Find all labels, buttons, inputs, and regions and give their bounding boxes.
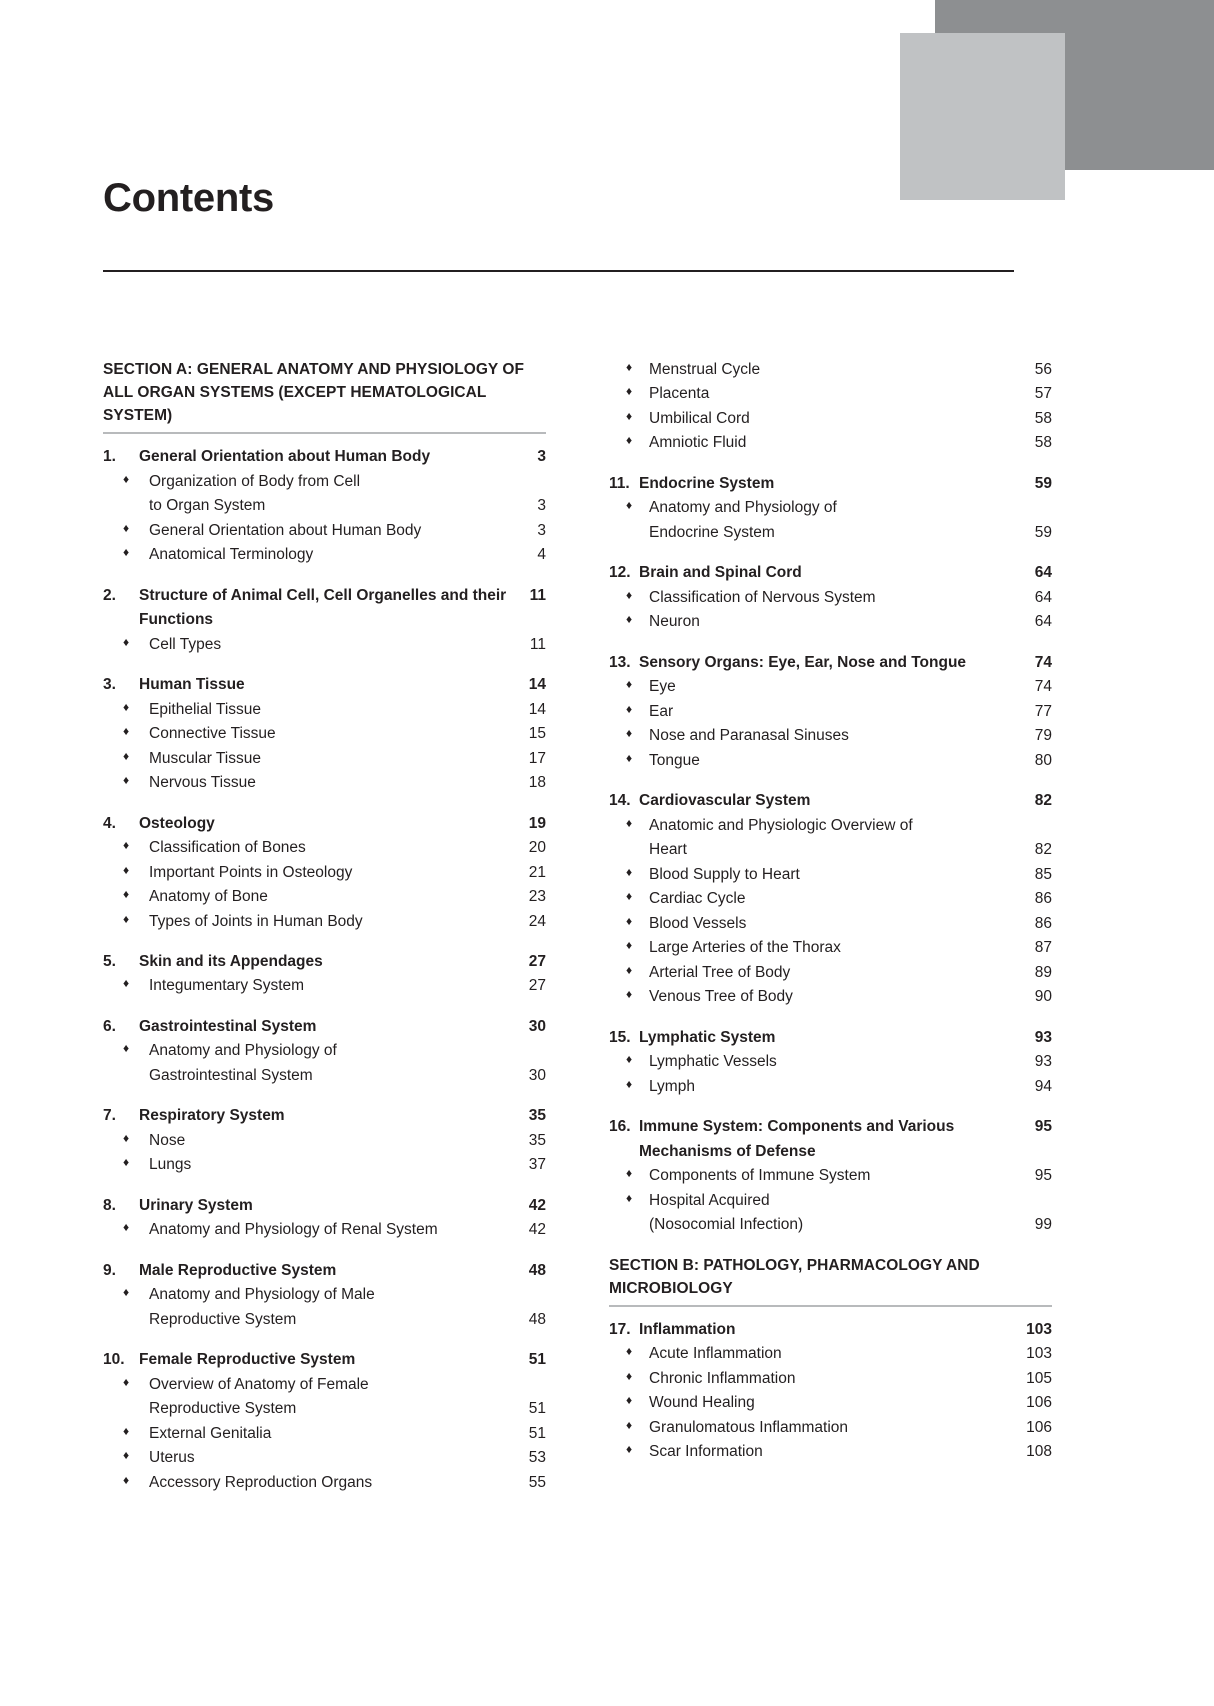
entry-page-number: 106 (1026, 1418, 1052, 1436)
chapter-number: 3. (103, 676, 116, 694)
chapter-title: Brain and Spinal Cord (639, 564, 802, 582)
entry-title: Anatomy and Physiology of Renal System (149, 1221, 438, 1239)
chapter-row[interactable] (609, 651, 1052, 675)
entry-row[interactable] (609, 496, 1052, 520)
chapter-number: 15. (609, 1028, 631, 1046)
entry-page-number (1022, 814, 1052, 838)
entry-row[interactable] (103, 543, 546, 567)
entry-page-number: 55 (528, 1473, 546, 1491)
entry-page-number: 74 (1034, 678, 1052, 696)
diamond-bullet-icon: ♦ (122, 520, 130, 535)
chapter-title: Cardiovascular System (639, 792, 811, 810)
entry-page-number: 94 (1034, 1077, 1052, 1095)
entry-page-number (1022, 1189, 1052, 1213)
entry-page-number: 90 (1034, 988, 1052, 1006)
entry-title: Lungs (149, 1156, 192, 1174)
diamond-bullet-icon: ♦ (625, 701, 633, 716)
entry-row[interactable] (103, 1422, 546, 1446)
diamond-bullet-icon: ♦ (625, 1442, 633, 1457)
diamond-bullet-icon: ♦ (625, 587, 633, 602)
diamond-bullet-icon: ♦ (625, 1190, 633, 1205)
entry-row[interactable] (103, 1471, 546, 1495)
entry-title: Anatomy and Physiology of Male (149, 1286, 375, 1304)
entry-title: Endocrine System (649, 523, 775, 541)
chapter-number: 13. (609, 653, 631, 671)
entry-row[interactable] (609, 1189, 1052, 1213)
entry-title: Reproductive System (149, 1310, 297, 1328)
entry-title: Granulomatous Inflammation (649, 1418, 849, 1436)
chapter-number: 8. (103, 1196, 116, 1214)
diamond-bullet-icon: ♦ (122, 773, 130, 788)
diamond-bullet-icon: ♦ (625, 962, 633, 977)
entry-page-number: 77 (1034, 702, 1052, 720)
entry-title: Integumentary System (149, 977, 305, 995)
section-heading: SECTION B: PATHOLOGY, PHARMACOLOGY AND MICROBIOLOGY (609, 1256, 980, 1297)
diamond-bullet-icon: ♦ (625, 938, 633, 953)
entry-row[interactable] (609, 1391, 1052, 1415)
entry-title: Blood Vessels (649, 914, 747, 932)
chapter-title: Endocrine System (639, 474, 775, 492)
entry-row[interactable] (103, 1373, 546, 1397)
entry-page-number: 56 (1034, 361, 1052, 378)
entry-page-number: 93 (1034, 1053, 1052, 1071)
diamond-bullet-icon: ♦ (625, 815, 633, 830)
entry-page-number: 108 (1026, 1443, 1052, 1461)
entry-row[interactable] (103, 519, 546, 543)
entry-title: Anatomy and Physiology of (149, 1042, 337, 1060)
entry-page-number: 24 (528, 912, 546, 930)
chapter-number: 16. (609, 1118, 631, 1136)
entry-row[interactable] (609, 724, 1052, 748)
chapter-row[interactable] (103, 812, 546, 836)
chapter-row[interactable] (103, 1348, 546, 1372)
chapter-page-number: 59 (1034, 474, 1052, 492)
entry-row[interactable] (103, 1153, 546, 1177)
entry-title: Components of Immune System (649, 1167, 871, 1185)
diamond-bullet-icon: ♦ (122, 545, 130, 560)
chapter-title: Respiratory System (139, 1107, 285, 1125)
entry-title: Overview of Anatomy of Female (149, 1375, 369, 1393)
chapter-page-number: 42 (528, 1196, 546, 1214)
diamond-bullet-icon: ♦ (625, 750, 633, 765)
entry-page-number: 37 (528, 1156, 546, 1174)
entry-row[interactable] (609, 961, 1052, 985)
entry-row[interactable] (609, 382, 1052, 406)
diamond-bullet-icon: ♦ (625, 612, 633, 627)
section-heading: SECTION A: GENERAL ANATOMY AND PHYSIOLOGY OF ALL ORGAN SYSTEMS (EXCEPT HEMATOLOGICAL SYSTEM) (103, 361, 525, 425)
chapter-title: General Orientation about Human Body (139, 448, 431, 466)
diamond-bullet-icon: ♦ (122, 1374, 130, 1389)
chapter-number: 4. (103, 814, 116, 832)
diamond-bullet-icon: ♦ (122, 748, 130, 763)
entry-row[interactable] (103, 1218, 546, 1242)
entry-title: Gastrointestinal System (149, 1066, 313, 1084)
entry-row[interactable] (103, 698, 546, 722)
entry-page-number: 15 (528, 725, 546, 743)
chapter-number: 12. (609, 564, 631, 582)
chapter-row[interactable] (609, 1026, 1052, 1050)
diamond-bullet-icon: ♦ (625, 433, 633, 448)
entry-title: Venous Tree of Body (649, 988, 793, 1006)
entry-page-number: 23 (528, 888, 546, 906)
entry-page-number: 64 (1034, 588, 1052, 606)
entry-page-number: 58 (1034, 409, 1052, 427)
entry-row[interactable] (609, 1075, 1052, 1099)
chapter-number: 5. (103, 953, 116, 970)
entry-row[interactable] (609, 610, 1052, 634)
entry-row[interactable] (609, 358, 1052, 382)
chapter-title: Human Tissue (139, 676, 245, 694)
diamond-bullet-icon: ♦ (122, 471, 130, 486)
entry-title: Scar Information (649, 1443, 763, 1461)
entry-page-number (520, 470, 546, 494)
diamond-bullet-icon: ♦ (122, 1285, 130, 1300)
entry-page-number: 17 (528, 749, 546, 767)
entry-row[interactable] (609, 985, 1052, 1009)
entry-row[interactable] (609, 1050, 1052, 1074)
chapter-title: Lymphatic System (639, 1028, 776, 1046)
entry-page-number: 4 (537, 546, 546, 564)
diamond-bullet-icon: ♦ (625, 1052, 633, 1067)
chapter-page-number: 3 (537, 448, 546, 466)
chapter-row[interactable] (103, 1194, 546, 1218)
entry-page-number: 106 (1026, 1394, 1052, 1412)
entry-page-number: 35 (528, 1131, 546, 1149)
entry-row[interactable] (609, 1367, 1052, 1391)
chapter-title: Female Reproductive System (139, 1351, 356, 1369)
chapter-page-number: 93 (1034, 1028, 1052, 1046)
entry-title: Cardiac Cycle (649, 890, 746, 908)
diamond-bullet-icon: ♦ (122, 634, 130, 649)
entry-title: Accessory Reproduction Organs (149, 1473, 373, 1491)
entry-page-number: 14 (528, 700, 546, 718)
entry-row[interactable] (609, 586, 1052, 610)
entry-title: Cell Types (149, 635, 222, 653)
entry-row[interactable] (609, 1342, 1052, 1366)
diamond-bullet-icon: ♦ (625, 360, 633, 374)
entry-page-number: 57 (1034, 385, 1052, 403)
entry-row[interactable] (609, 1164, 1052, 1188)
entry-page-number: 103 (1026, 1345, 1052, 1363)
chapter-number: 17. (609, 1320, 631, 1338)
chapter-title: Inflammation (639, 1320, 736, 1338)
chapter-number: 6. (103, 1017, 116, 1035)
entry-page-number: 79 (1034, 727, 1052, 745)
page-title: Contents (103, 176, 274, 220)
diamond-bullet-icon: ♦ (625, 726, 633, 741)
diamond-bullet-icon: ♦ (625, 1393, 633, 1408)
entry-row[interactable] (609, 407, 1052, 431)
chapter-page-number: 95 (1034, 1118, 1052, 1136)
chapter-title: Gastrointestinal System (139, 1017, 317, 1035)
contents-column-right (609, 358, 1052, 1495)
chapter-title: Skin and its Appendages (139, 953, 323, 970)
diamond-bullet-icon: ♦ (122, 724, 130, 739)
entry-title: Acute Inflammation (649, 1345, 782, 1363)
entry-title: Anatomy of Bone (149, 888, 268, 906)
entry-title: Neuron (649, 613, 700, 631)
spacer (609, 1238, 1052, 1254)
diamond-bullet-icon: ♦ (625, 864, 633, 879)
entry-row[interactable] (103, 1446, 546, 1470)
entry-page-number: 82 (1034, 841, 1052, 859)
entry-page-number: 86 (1034, 890, 1052, 908)
chapter-page-number: 14 (528, 676, 546, 694)
entry-row[interactable] (103, 1039, 546, 1063)
entry-row[interactable] (103, 1308, 546, 1332)
entry-page-number: 3 (537, 521, 546, 539)
diamond-bullet-icon: ♦ (625, 677, 633, 692)
entry-row[interactable] (103, 494, 546, 518)
entry-page-number: 21 (528, 863, 546, 881)
entry-row[interactable] (609, 700, 1052, 724)
diamond-bullet-icon: ♦ (122, 1041, 130, 1056)
entry-title: Blood Supply to Heart (649, 865, 800, 883)
entry-title: General Orientation about Human Body (149, 521, 422, 539)
chapter-page-number: 74 (1034, 653, 1052, 671)
entry-title: Lymphatic Vessels (649, 1053, 777, 1071)
entry-page-number (520, 1039, 546, 1063)
diamond-bullet-icon: ♦ (122, 1130, 130, 1145)
entry-row[interactable] (103, 1064, 546, 1088)
entry-title: Menstrual Cycle (649, 361, 761, 378)
entry-row[interactable] (609, 838, 1052, 862)
entry-title: Anatomic and Physiologic Overview of (649, 816, 913, 834)
entry-row[interactable] (609, 863, 1052, 887)
chapter-page-number: 64 (1034, 564, 1052, 582)
entry-title: Nervous Tissue (149, 774, 256, 792)
diamond-bullet-icon: ♦ (625, 1417, 633, 1432)
chapter-title: Immune System: Components and Various Mechanisms of Defense (639, 1118, 955, 1160)
entry-row[interactable] (103, 910, 546, 934)
diamond-bullet-icon: ♦ (625, 384, 633, 399)
entry-page-number: 11 (529, 635, 546, 653)
entry-title: Amniotic Fluid (649, 434, 747, 452)
diamond-bullet-icon: ♦ (122, 862, 130, 877)
entry-row[interactable] (103, 1283, 546, 1307)
chapter-row[interactable] (103, 673, 546, 697)
chapter-page-number: 51 (528, 1351, 546, 1369)
entry-page-number: 95 (1034, 1167, 1052, 1185)
chapter-number: 14. (609, 792, 631, 810)
diamond-bullet-icon: ♦ (625, 1076, 633, 1091)
chapter-row[interactable] (609, 472, 1052, 496)
entry-title: Chronic Inflammation (649, 1369, 796, 1387)
section-divider (103, 432, 546, 434)
entry-title: Epithelial Tissue (149, 700, 262, 718)
chapter-page-number: 48 (528, 1261, 546, 1279)
entry-row[interactable] (609, 912, 1052, 936)
diamond-bullet-icon: ♦ (122, 1448, 130, 1463)
chapter-row[interactable] (609, 1115, 1052, 1164)
entry-page-number: 18 (528, 774, 546, 792)
entry-page-number: 42 (528, 1221, 546, 1239)
entry-row[interactable] (609, 749, 1052, 773)
section-divider (609, 1305, 1052, 1307)
entry-title: External Genitalia (149, 1424, 272, 1442)
diamond-bullet-icon: ♦ (122, 1155, 130, 1170)
chapter-page-number: 19 (528, 814, 546, 832)
diamond-bullet-icon: ♦ (122, 1220, 130, 1235)
entry-title: Hospital Acquired (649, 1191, 770, 1209)
entry-title: Anatomical Terminology (149, 546, 314, 564)
entry-page-number: 53 (528, 1449, 546, 1467)
entry-title: Anatomy and Physiology of (649, 499, 837, 517)
chapter-title: Male Reproductive System (139, 1261, 337, 1279)
entry-title: Arterial Tree of Body (649, 963, 791, 981)
entry-title: Classification of Bones (149, 839, 306, 857)
entry-title: Large Arteries of the Thorax (649, 939, 841, 957)
diamond-bullet-icon: ♦ (122, 838, 130, 853)
entry-page-number: 87 (1034, 939, 1052, 957)
chapter-page-number: 11 (529, 586, 546, 604)
entry-title: Heart (649, 841, 687, 859)
chapter-title: Urinary System (139, 1196, 253, 1214)
diamond-bullet-icon: ♦ (625, 889, 633, 904)
entry-title: Reproductive System (149, 1400, 297, 1418)
diamond-bullet-icon: ♦ (625, 1344, 633, 1359)
entry-page-number: 30 (528, 1066, 546, 1084)
entry-page-number: 51 (528, 1400, 546, 1418)
chapter-title: Sensory Organs: Eye, Ear, Nose and Tongue (639, 653, 967, 671)
diamond-bullet-icon: ♦ (122, 887, 130, 902)
entry-page-number: 59 (1034, 523, 1052, 541)
entry-row[interactable] (609, 1440, 1052, 1464)
diamond-bullet-icon: ♦ (122, 699, 130, 714)
chapter-number: 2. (103, 586, 116, 604)
chapter-row[interactable] (103, 950, 546, 974)
entry-title: Lymph (649, 1077, 695, 1095)
entry-title: Organization of Body from Cell (149, 472, 361, 490)
entry-title: Connective Tissue (149, 725, 276, 743)
entry-title: Umbilical Cord (649, 409, 750, 427)
entry-page-number: 27 (528, 977, 546, 995)
contents-columns (103, 358, 1052, 1495)
chapter-page-number: 27 (528, 953, 546, 970)
entry-row[interactable] (103, 771, 546, 795)
entry-row[interactable] (609, 1416, 1052, 1440)
entry-page-number (520, 1283, 546, 1307)
entry-title: Wound Healing (649, 1394, 755, 1412)
chapter-row[interactable] (103, 1015, 546, 1039)
entry-page-number: 99 (1034, 1216, 1052, 1234)
entry-row[interactable] (609, 675, 1052, 699)
entry-row[interactable] (103, 836, 546, 860)
chapter-number: 11. (609, 474, 630, 492)
chapter-page-number: 30 (528, 1017, 546, 1035)
entry-page-number: 89 (1034, 963, 1052, 981)
entry-page-number: 105 (1026, 1369, 1052, 1387)
contents-column-left (103, 358, 546, 1495)
entry-title: Types of Joints in Human Body (149, 912, 363, 930)
entry-title: Tongue (649, 751, 700, 769)
chapter-row[interactable] (609, 1318, 1052, 1342)
chapter-row[interactable] (103, 1104, 546, 1128)
entry-page-number: 80 (1034, 751, 1052, 769)
title-divider (103, 270, 1014, 272)
entry-row[interactable] (609, 936, 1052, 960)
entry-title: Classification of Nervous System (649, 588, 876, 606)
entry-row[interactable] (609, 1213, 1052, 1237)
chapter-row[interactable] (103, 445, 546, 469)
chapter-number: 1. (103, 448, 116, 466)
entry-row[interactable] (103, 1129, 546, 1153)
chapter-number: 10. (103, 1351, 125, 1369)
entry-row[interactable] (103, 1397, 546, 1421)
chapter-title: Osteology (139, 814, 215, 832)
entry-title: Important Points in Osteology (149, 863, 353, 881)
diamond-bullet-icon: ♦ (625, 498, 633, 513)
entry-title: Nose (149, 1131, 186, 1149)
entry-title: Uterus (149, 1449, 195, 1467)
diamond-bullet-icon: ♦ (625, 987, 633, 1002)
chapter-row[interactable] (609, 789, 1052, 813)
entry-title: Nose and Paranasal Sinuses (649, 727, 849, 745)
chapter-title: Structure of Animal Cell, Cell Organelles and their Functions (139, 586, 507, 629)
entry-title: Muscular Tissue (149, 749, 261, 767)
chapter-row[interactable] (103, 584, 546, 633)
entry-row[interactable] (103, 470, 546, 494)
decorative-square-light (900, 33, 1065, 200)
entry-page-number: 51 (528, 1424, 546, 1442)
entry-page-number: 48 (528, 1310, 546, 1328)
entry-row[interactable] (103, 974, 546, 998)
entry-page-number: 58 (1034, 434, 1052, 452)
entry-row[interactable] (103, 633, 546, 657)
chapter-page-number: 82 (1034, 792, 1052, 810)
entry-row[interactable] (103, 722, 546, 746)
entry-page-number: 64 (1034, 613, 1052, 631)
chapter-page-number: 35 (528, 1107, 546, 1125)
entry-title: Ear (649, 702, 674, 720)
chapter-number: 7. (103, 1107, 116, 1125)
chapter-row[interactable] (609, 561, 1052, 585)
entry-row[interactable] (103, 747, 546, 771)
entry-row[interactable] (609, 521, 1052, 545)
diamond-bullet-icon: ♦ (625, 1166, 633, 1181)
chapter-row[interactable] (103, 1259, 546, 1283)
diamond-bullet-icon: ♦ (625, 913, 633, 928)
entry-page-number (520, 1373, 546, 1397)
diamond-bullet-icon: ♦ (625, 408, 633, 423)
entry-row[interactable] (609, 431, 1052, 455)
entry-row[interactable] (103, 885, 546, 909)
diamond-bullet-icon: ♦ (122, 1423, 130, 1438)
entry-page-number: 20 (528, 839, 546, 857)
diamond-bullet-icon: ♦ (625, 1368, 633, 1383)
entry-title: Eye (649, 678, 676, 696)
entry-title: to Organ System (149, 497, 266, 515)
entry-page-number: 3 (537, 497, 546, 515)
entry-title: (Nosocomial Infection) (649, 1216, 804, 1234)
diamond-bullet-icon: ♦ (122, 976, 130, 991)
chapter-number: 9. (103, 1261, 116, 1279)
entry-page-number: 85 (1034, 865, 1052, 883)
entry-page-number (1022, 496, 1052, 520)
entry-page-number: 86 (1034, 914, 1052, 932)
chapter-page-number: 103 (1026, 1320, 1052, 1338)
entry-row[interactable] (609, 887, 1052, 911)
diamond-bullet-icon: ♦ (122, 911, 130, 926)
entry-row[interactable] (103, 861, 546, 885)
entry-title: Placenta (649, 385, 710, 403)
entry-row[interactable] (609, 814, 1052, 838)
diamond-bullet-icon: ♦ (122, 1472, 130, 1487)
